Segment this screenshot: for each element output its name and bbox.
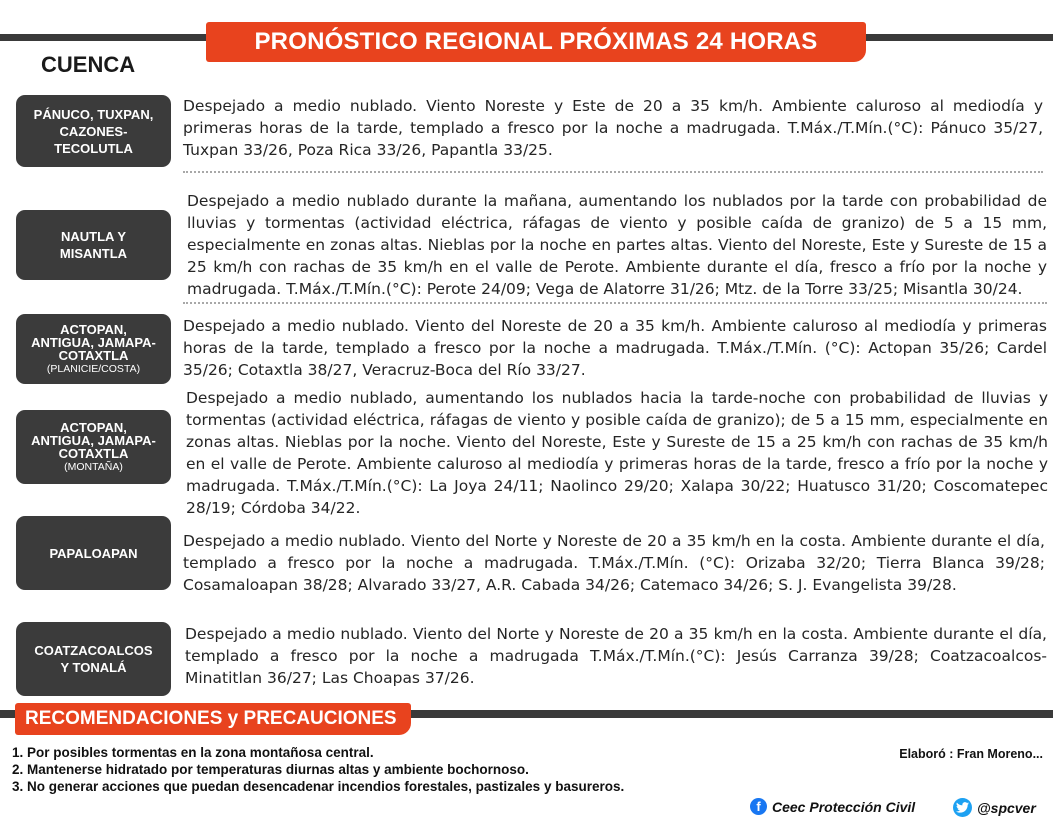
forecast-text: Despejado a medio nublado durante la mañana, aumentando los nublados por la tarde con probabilidad de lluvias y tormentas (actividad eléctrica, ráfagas de viento y posible caída de granizo) de 5 a 15 mm, especialmente en zonas altas. Nieblas por la noche en partes altas. Viento del Noreste, Este y Sureste de 15 a 25 km/h con rachas de 35 km/h en el valle de Perote. Ambiente durante el día, fresco a frío por la noche y madrugada. T.Máx./T.Mín.(°C): Perote 24/09; Vega de Alatorre 31/26; Mtz. de la Torre 33/25; Misantla 30/24. (187, 192, 1047, 298)
region-line: COATZACOALCOS (34, 643, 153, 658)
divider (183, 302, 1047, 304)
forecast-text: Despejado a medio nublado. Viento Noreste y Este de 20 a 35 km/h. Ambiente caluroso al mediodía y primeras horas de la tarde, templado a fresco por la noche a madrugada. T.Máx./T.Mín.(°C): Pánuco 35/27, Tuxpan 33/26, Poza Rica 33/26, Papantla 33/25. (183, 97, 1043, 159)
recommendations-list (12, 744, 624, 795)
region-label-actopan-planicie (16, 314, 171, 384)
region-subtitle: (PLANICIE/COSTA) (46, 362, 141, 375)
region-line: ANTIGUA, JAMAPA- (31, 432, 156, 448)
region-subtitle: (MONTAÑA) (64, 460, 123, 473)
recommendations-title: RECOMENDACIONES y PRECAUCIONES (15, 703, 411, 735)
region-line: PÁNUCO, TUXPAN, (33, 106, 154, 122)
region-label-nautla (16, 210, 171, 280)
forecast-text: Despejado a medio nublado. Viento del Norte y Noreste de 20 a 35 km/h en la costa. Ambiente durante el día, templado a fresco por la noche a madrugada T.Máx./T.Mín.(°C): Jesús Carranza 39/28; Coatzacoalcos-Minatitlan 36/27; Las Choapas 37/26. (185, 625, 1047, 687)
region-line: TECOLUTLA (54, 140, 133, 156)
twitter-label: @spcver (977, 799, 1036, 816)
forecast-text: Despejado a medio nublado. Viento del Norte y Noreste de 20 a 35 km/h en la costa. Ambiente durante el día, templado a fresco por la noche a madrugada. T.Máx./T.Mín. (°C): Orizaba 32/20; Tierra Blanca 39/28; Cosamaloapan 38/28; Alvarado 33/27, A.R. Cabada 34/26; Catemaco 34/26; S. J. Evangelista 39/28. (183, 532, 1045, 594)
recommendation-item: 3. No generar acciones que puedan desencadenar incendios forestales, pastizales y basureros. (12, 779, 625, 794)
page-title: PRONÓSTICO REGIONAL PRÓXIMAS 24 HORAS (206, 22, 866, 62)
region-line: COTAXTLA (58, 445, 129, 461)
region-line: Y TONALÁ (60, 660, 127, 675)
forecast-text: Despejado a medio nublado, aumentando los nublados hacia la tarde-noche con probabilidad de lluvias y tormentas (actividad eléctrica, ráfagas de viento y posible caída de granizo); de 5 a 15 mm, especialmente en zonas altas. Nieblas por la noche. Viento del Noreste, Este y Sureste de 15 a 25 km/h con rachas de 35 km/h en el valle de Perote. Ambiente caluroso al mediodía y primeras horas de la tarde, fresco a frío por la noche y madrugada. T.Máx./T.Mín.(°C): La Joya 24/11; Naolinco 29/20; Xalapa 30/22; Huatusco 31/20; Coscomatepec 28/19; Córdoba 34/22. (186, 389, 1048, 517)
divider (183, 171, 1043, 173)
facebook-label: Ceec Protección Civil (772, 798, 916, 815)
section-label: CUENCA (41, 52, 136, 77)
region-line: NAUTLA Y (61, 229, 126, 244)
facebook-link[interactable] (750, 798, 915, 815)
region-label-papaloapan (16, 516, 171, 590)
recommendation-item: 1. Por posibles tormentas en la zona montañosa central. (12, 745, 374, 760)
region-label-actopan-montana (16, 410, 171, 484)
region-line: ACTOPAN, (60, 321, 127, 337)
twitter-link[interactable] (953, 798, 1036, 817)
recommendation-item: 2. Mantenerse hidratado por temperaturas diurnas altas y ambiente bochornoso. (12, 762, 529, 777)
region-line: PAPALOAPAN (49, 545, 138, 561)
region-line: MISANTLA (59, 246, 128, 261)
forecast-text: Despejado a medio nublado. Viento del Noreste de 20 a 35 km/h. Ambiente caluroso al mediodía y primeras horas de la tarde, templado a fresco por la noche a madrugada. T.Máx./T.Mín. (°C): Actopan 35/26; Cardel 35/26; Cotaxtla 38/27, Veracruz-Boca del Río 33/27. (183, 317, 1047, 379)
region-line: ACTOPAN, (60, 419, 127, 435)
region-label-coatzacoalcos (16, 622, 171, 696)
facebook-icon: f (750, 798, 767, 815)
twitter-icon (953, 798, 972, 817)
region-label-panuco (16, 95, 171, 167)
author-credit: Elaboró : Fran Moreno... (899, 747, 1043, 761)
region-line: COTAXTLA (58, 347, 129, 363)
region-line: CAZONES- (59, 123, 128, 139)
region-line: ANTIGUA, JAMAPA- (31, 334, 156, 350)
